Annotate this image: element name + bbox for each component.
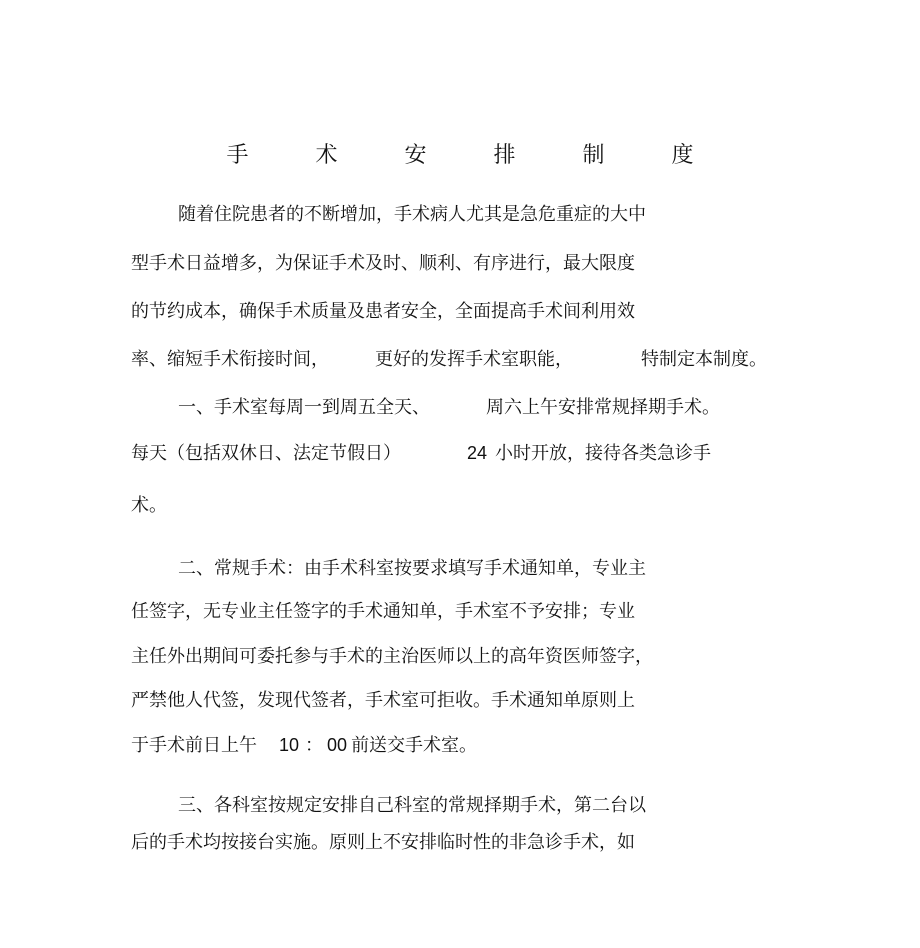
section1-line-2a: 每天（包括双休日、法定节假日） <box>131 443 401 464</box>
section3-line-1: 三、各科室按规定安排自己科室的常规择期手术，第二台以 <box>178 795 646 816</box>
section1-line-1a: 一、手术室每周一到周五全天、 <box>178 397 430 418</box>
intro-line-4 <box>131 348 767 372</box>
intro-line-3: 的节约成本，确保手术质量及患者安全，全面提高手术间利用效 <box>131 301 635 322</box>
section1-line-1b: 周六上午安排常规择期手术。 <box>486 397 720 418</box>
section3-line-2: 后的手术均按接台实施。原则上不安排临时性的非急诊手术，如 <box>131 832 635 853</box>
section2-line-5b: 前送交手术室。 <box>351 735 478 756</box>
section2-colon: ： <box>305 735 324 756</box>
document-title: 手 术 安 排 制 度 <box>226 143 724 168</box>
section1-line-2b: 小时开放，接待各类急诊手 <box>495 443 712 464</box>
section2-line-5 <box>131 733 477 758</box>
section2-line-5a: 于手术前日上午 <box>131 735 257 756</box>
section2-line-2: 任签字，无专业主任签字的手术通知单，手术室不予安排；专业 <box>131 601 635 622</box>
intro-line-4a: 率、缩短手术衔接时间， <box>131 349 329 370</box>
section2-hour: 10 <box>279 735 300 755</box>
section2-line-4: 严禁他人代签，发现代签者，手术室可拒收。手术通知单原则上 <box>131 690 635 711</box>
section2-line-3: 主任外出期间可委托参与手术的主治医师以上的高年资医师签字， <box>131 646 653 667</box>
section1-line-2 <box>131 441 711 466</box>
intro-line-2: 型手术日益增多，为保证手术及时、顺利、有序进行，最大限度 <box>131 253 635 274</box>
section2-line-1: 二、常规手术：由手术科室按要求填写手术通知单，专业主 <box>178 558 646 579</box>
section1-line-3: 术。 <box>131 495 167 516</box>
section1-line-1 <box>178 396 720 420</box>
intro-line-4b: 更好的发挥手术室职能， <box>375 349 573 370</box>
section2-minute: 00 <box>327 735 348 755</box>
intro-line-4c: 特制定本制度。 <box>641 349 767 370</box>
section1-hours: 24 <box>467 443 488 463</box>
intro-line-1: 随着住院患者的不断增加，手术病人尤其是急危重症的大中 <box>178 204 646 225</box>
